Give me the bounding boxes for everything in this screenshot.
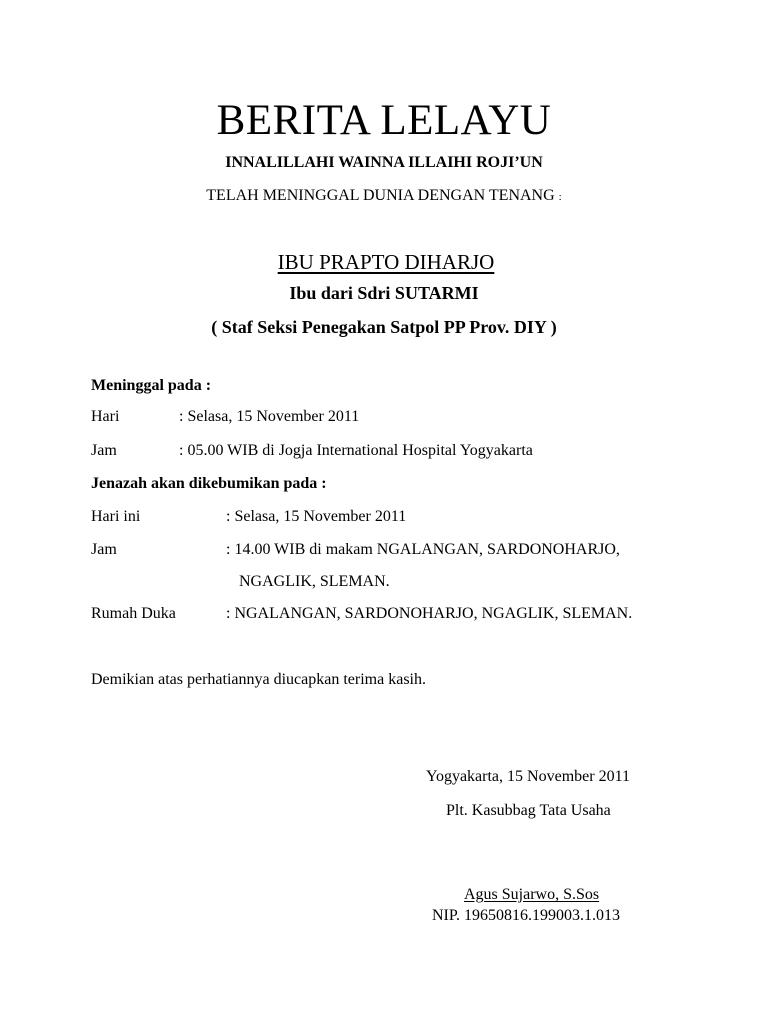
signature-nip: NIP. 19650816.199003.1.013 <box>432 907 621 924</box>
prayer-line: INNALILLAHI WAINNA ILLAIHI ROJI’UN <box>225 154 543 171</box>
death-time-label: Jam <box>91 442 117 459</box>
relation-line: Ibu dari Sdri SUTARMI <box>289 283 479 303</box>
burial-house-value: : NGALANGAN, SARDONOHARJO, NGAGLIK, SLEMAN. <box>226 605 633 622</box>
signature-name: Agus Sujarwo, S.Sos <box>464 886 600 903</box>
signature-position: Plt. Kasubbag Tata Usaha <box>446 802 611 819</box>
burial-time-value-cont: NGAGLIK, SLEMAN. <box>239 573 390 590</box>
death-time-value: : 05.00 WIB di Jogja International Hospital Yogyakarta <box>179 442 533 459</box>
burial-time-value: : 14.00 WIB di makam NGALANGAN, SARDONOHARJO, <box>226 541 620 558</box>
death-heading: Meninggal pada : <box>91 377 212 394</box>
announcement-text: TELAH MENINGGAL DUNIA DENGAN TENANG <box>206 187 555 204</box>
burial-house-label: Rumah Duka <box>91 605 176 622</box>
document-title: BERITA LELAYU <box>216 97 552 144</box>
office-line: ( Staf Seksi Penegakan Satpol PP Prov. DIY ) <box>211 317 557 337</box>
announcement-line <box>0 188 768 204</box>
death-day-label: Hari <box>91 408 120 425</box>
death-day-value: : Selasa, 15 November 2011 <box>179 408 360 425</box>
closing-text: Demikian atas perhatiannya diucapkan terima kasih. <box>91 671 426 688</box>
signature-place-date: Yogyakarta, 15 November 2011 <box>426 768 630 785</box>
burial-heading: Jenazah akan dikebumikan pada : <box>91 475 327 492</box>
burial-day-value: : Selasa, 15 November 2011 <box>226 508 407 525</box>
burial-day-label: Hari ini <box>91 508 141 525</box>
burial-time-label: Jam <box>91 541 117 558</box>
deceased-name: IBU PRAPTO DIHARJO <box>277 250 495 274</box>
announcement-colon: : <box>558 191 562 203</box>
